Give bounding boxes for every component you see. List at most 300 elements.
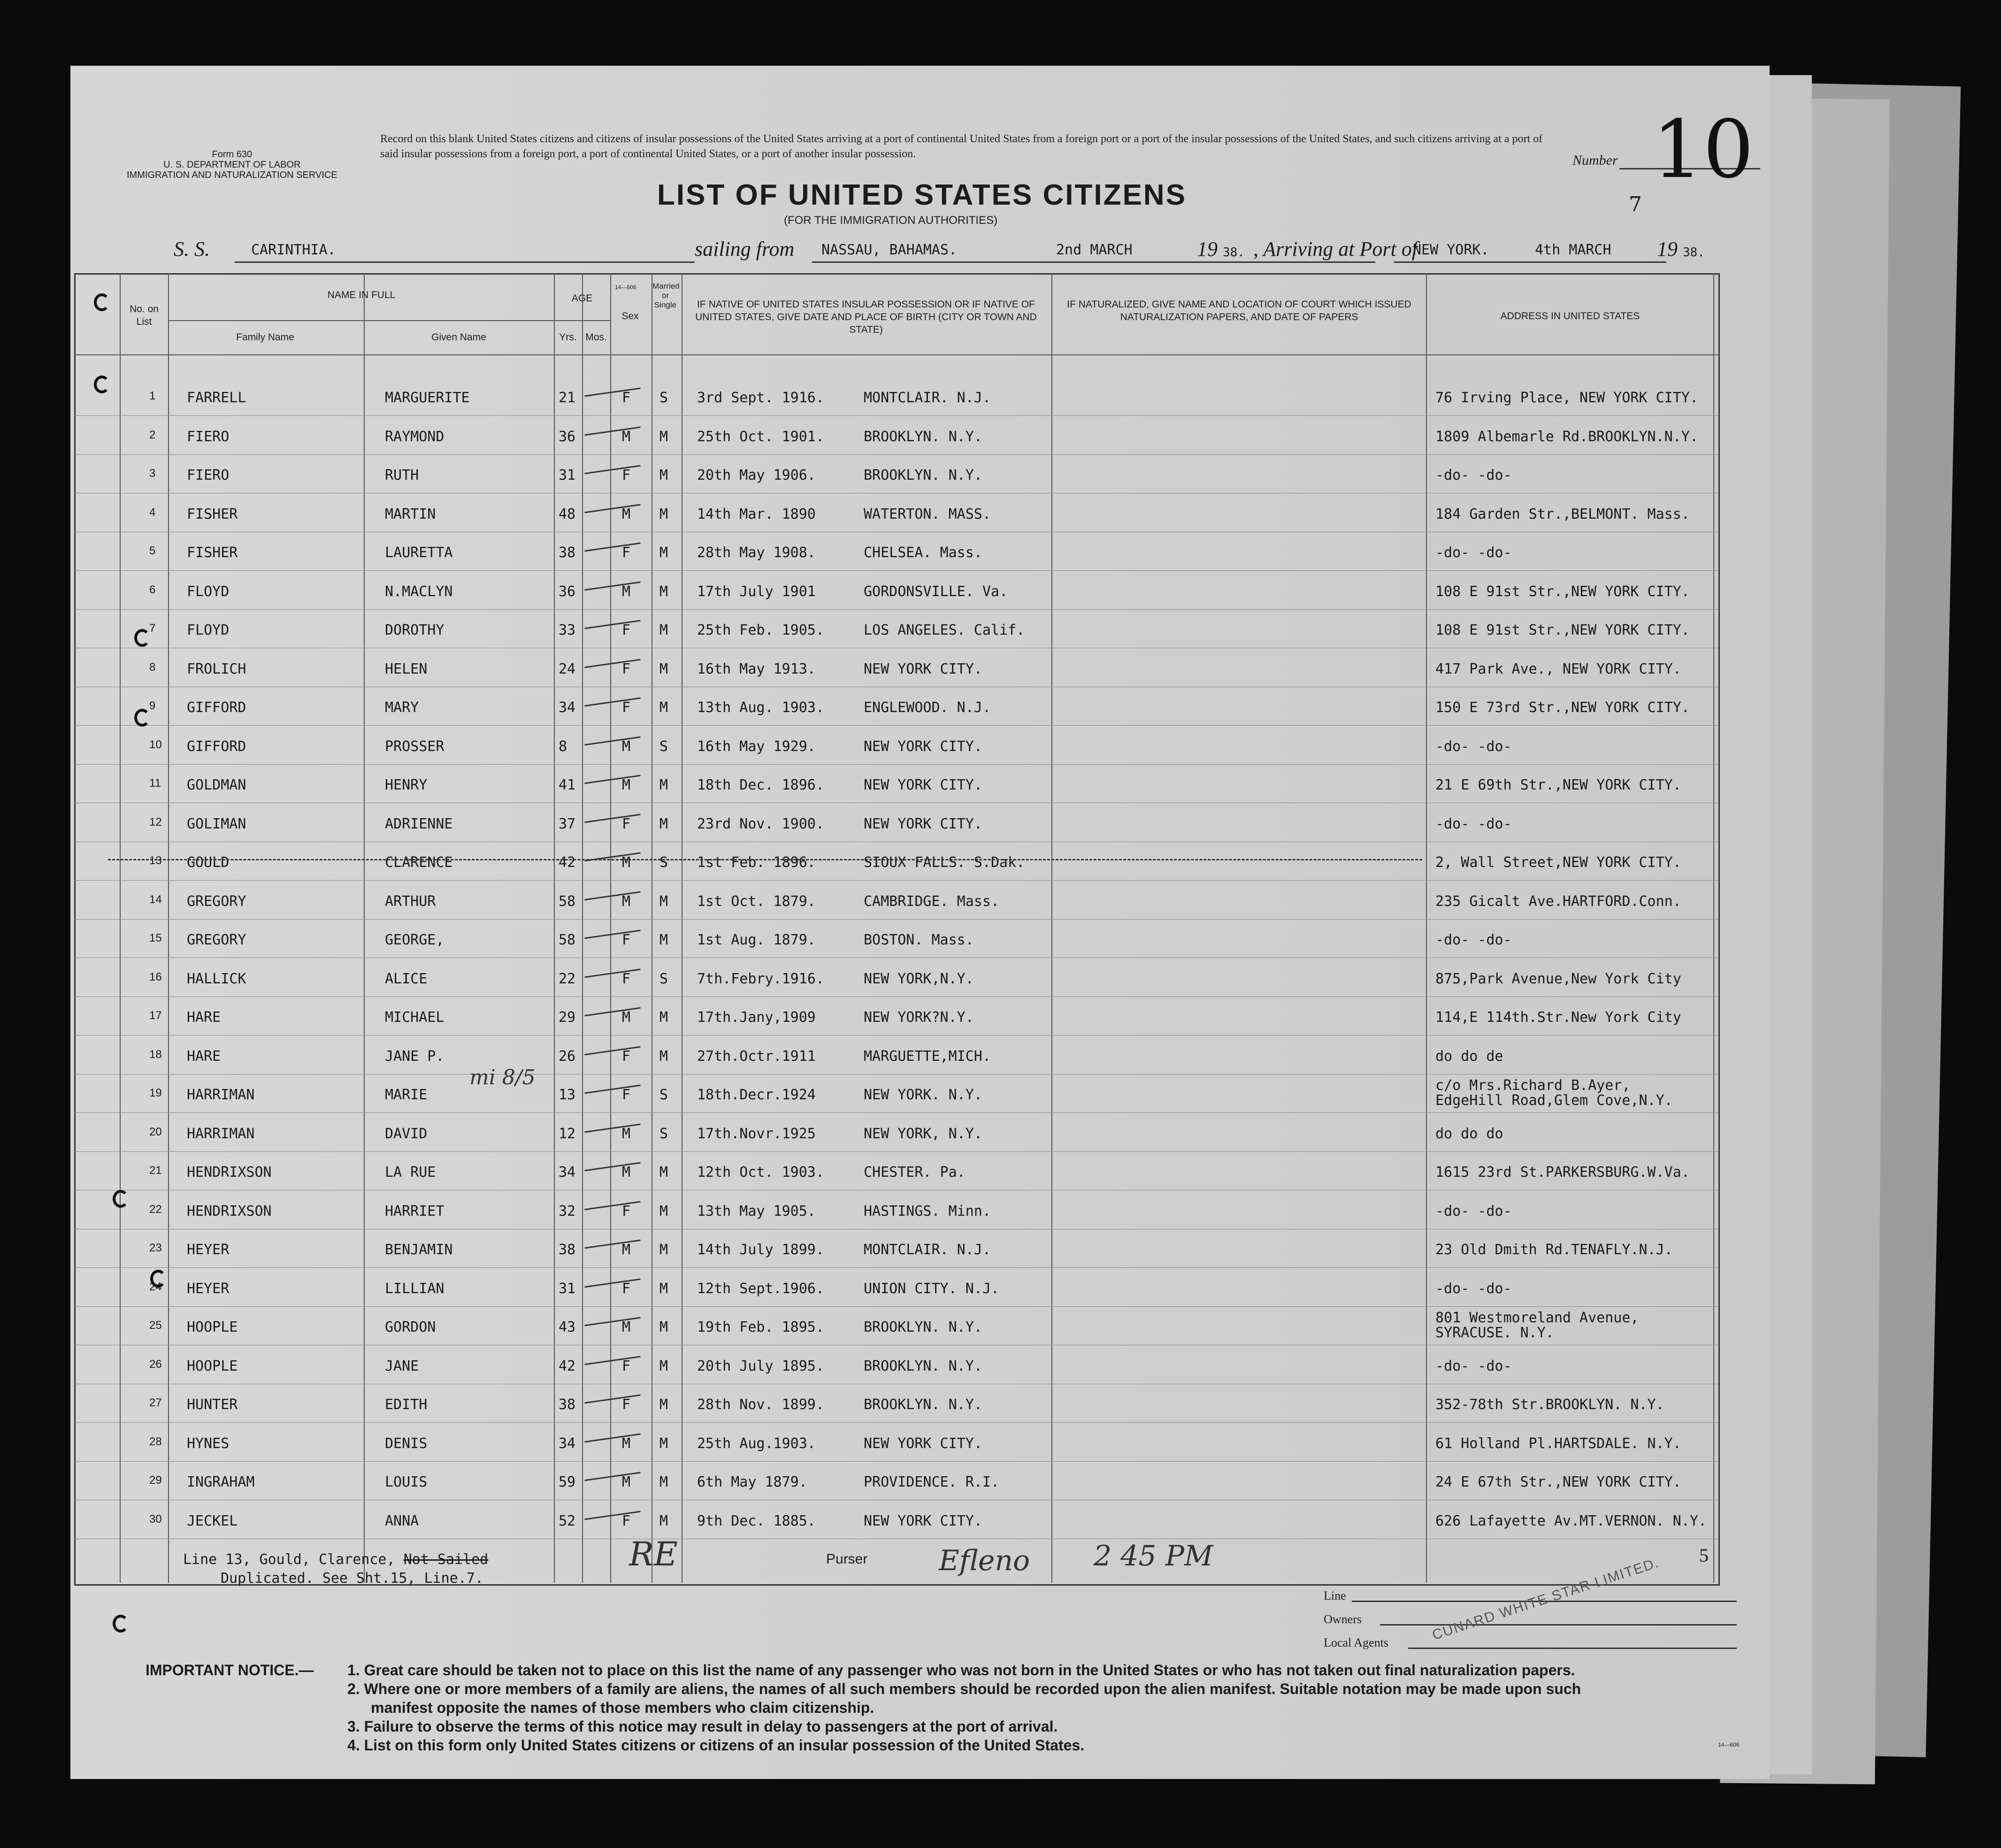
family-name: HUNTER: [187, 1396, 238, 1413]
sex: F: [622, 1280, 631, 1297]
family-name: HOOPLE: [187, 1357, 238, 1374]
form-number: Form 630: [212, 149, 253, 160]
column-rule: [582, 273, 583, 1583]
given-name: DOROTHY: [385, 622, 445, 638]
marital-status: M: [659, 815, 668, 832]
address: do do de: [1435, 1048, 1503, 1065]
sex: F: [622, 622, 631, 638]
age-years: 34: [559, 699, 576, 716]
address: 184 Garden Str.,BELMONT. Mass.: [1435, 506, 1690, 522]
punch-hole: [94, 376, 110, 393]
row-rule: [74, 1151, 1718, 1152]
row-rule: [74, 1267, 1718, 1268]
punch-hole: [113, 1615, 129, 1633]
given-name: MICHAEL: [385, 1009, 445, 1026]
given-name: JANE P.: [385, 1048, 445, 1065]
address: 24 E 67th Str.,NEW YORK CITY.: [1435, 1474, 1681, 1490]
footer-note-text: Line 13, Gould, Clarence,: [183, 1551, 395, 1568]
birth-place: BROOKLYN. N.Y.: [864, 1319, 982, 1335]
given-name: RAYMOND: [385, 428, 445, 445]
owners-fill: [1380, 1624, 1737, 1626]
address: 1809 Albemarle Rd.BROOKLYN.N.Y.: [1435, 428, 1698, 445]
row-rule: [74, 1112, 1718, 1113]
family-name: FLOYD: [187, 622, 230, 638]
header-name-in-full: NAME IN FULL: [327, 290, 396, 300]
row-number: 19: [149, 1087, 162, 1099]
sex: F: [622, 467, 631, 483]
column-rule: [168, 273, 169, 1583]
row-number: 26: [149, 1357, 162, 1371]
marital-status: M: [659, 777, 668, 793]
header-address: ADDRESS IN UNITED STATES: [1500, 311, 1640, 322]
sex: F: [622, 932, 631, 948]
address: 235 Gicalt Ave.HARTFORD.Conn.: [1435, 893, 1681, 910]
family-name: HARE: [187, 1048, 221, 1065]
owners-label: Owners: [1324, 1612, 1362, 1626]
birth-place: NEW YORK CITY.: [864, 1512, 982, 1529]
row-number: 22: [149, 1203, 162, 1216]
column-rule: [364, 273, 365, 1583]
sex: F: [622, 660, 631, 677]
age-years: 22: [559, 970, 576, 987]
birth-date: 25th Aug.1903.: [697, 1435, 816, 1452]
row-rule: [74, 1422, 1718, 1423]
given-name: CLARENCE: [385, 854, 453, 871]
given-name: BENJAMIN: [385, 1242, 453, 1258]
column-rule: [120, 273, 121, 1583]
birth-date: 18th.Decr.1924: [697, 1087, 816, 1103]
marital-status: M: [659, 622, 668, 638]
age-years: 31: [559, 467, 576, 483]
family-name: FLOYD: [187, 583, 230, 600]
age-years: 58: [559, 893, 576, 910]
row-number: 18: [149, 1048, 162, 1061]
address: 61 Holland Pl.HARTSDALE. N.Y.: [1435, 1435, 1681, 1452]
notice-item-2-cont: manifest opposite the names of those members who claim citizenship.: [371, 1699, 874, 1716]
row-rule: [74, 1306, 1718, 1307]
ss-label: S. S.: [174, 238, 210, 261]
marital-status: M: [659, 467, 668, 483]
row-number: 28: [149, 1435, 162, 1448]
service: IMMIGRATION AND NATURALIZATION SERVICE: [127, 170, 337, 180]
given-name: HENRY: [385, 777, 428, 793]
birth-date: 17th.Novr.1925: [697, 1125, 816, 1142]
age-years: 36: [559, 583, 576, 600]
print-code: 14—606: [615, 284, 636, 291]
birth-date: 6th May 1879.: [697, 1474, 807, 1490]
address: do do do: [1435, 1125, 1503, 1142]
family-name: HARE: [187, 1009, 221, 1026]
purser-label: Purser: [826, 1551, 868, 1567]
given-name: MARTIN: [385, 506, 436, 522]
row-number: 9: [149, 699, 156, 712]
address: -do- -do-: [1435, 738, 1512, 755]
family-name: GREGORY: [187, 932, 246, 948]
sex: F: [622, 1203, 631, 1219]
address: 801 Westmoreland Avenue,: [1435, 1310, 1639, 1326]
marital-status: M: [659, 1396, 668, 1413]
age-years: 38: [559, 1396, 576, 1413]
page-title: LIST OF UNITED STATES CITIZENS: [657, 179, 1187, 211]
birth-date: 1st Oct. 1879.: [697, 893, 816, 910]
given-name: LAURETTA: [385, 544, 453, 561]
marital-status: M: [659, 699, 668, 716]
family-name: HYNES: [187, 1435, 230, 1452]
row-number: 23: [149, 1242, 162, 1254]
notice-item-2: 2. Where one or more members of a family are aliens, the names of all such members should be recorded upon the alien manifest. Suitable notation may be made upon such: [347, 1680, 1581, 1697]
record-instructions: Record on this blank United States citizens and citizens of insular possessions of the United States arriving at a port of continental United States from a foreign port or a port of the insular possessions of the United States, and such citizens arriving at a port of said insular possessions from a foreign port, a port of continental United States, or a port of another insular possession.: [380, 133, 1543, 160]
marital-status: M: [659, 1242, 668, 1258]
row-number: 13: [149, 854, 162, 867]
row-number: 14: [149, 893, 162, 906]
sex: M: [622, 777, 631, 793]
row-number: 21: [149, 1164, 162, 1177]
form-identifier: [127, 149, 337, 180]
column-rule: [554, 273, 555, 1583]
age-years: 43: [559, 1319, 576, 1335]
birth-place: BROOKLYN. N.Y.: [864, 428, 982, 445]
birth-place: NEW YORK CITY.: [864, 660, 982, 677]
birth-place: LOS ANGELES. Calif.: [864, 622, 1025, 638]
given-name: GORDON: [385, 1319, 436, 1335]
given-name: DAVID: [385, 1125, 428, 1142]
given-name: DENIS: [385, 1435, 428, 1452]
birth-date: 25th Feb. 1905.: [697, 622, 824, 638]
sex: M: [622, 506, 631, 522]
birth-place: NEW YORK. N.Y.: [864, 1087, 982, 1103]
header-subrule: [168, 320, 610, 321]
sex: M: [622, 893, 631, 910]
address: 875,Park Avenue,New York City: [1435, 970, 1681, 987]
birth-place: CHESTER. Pa.: [864, 1164, 966, 1181]
address: 150 E 73rd Str.,NEW YORK CITY.: [1435, 699, 1690, 716]
right-margin-mark: 5: [1699, 1545, 1709, 1566]
birth-place: NEW YORK CITY.: [864, 777, 982, 793]
birth-date: 28th Nov. 1899.: [697, 1396, 824, 1413]
given-name: LA RUE: [385, 1164, 436, 1181]
given-name: GEORGE,: [385, 932, 445, 948]
given-name: LOUIS: [385, 1474, 428, 1490]
family-name: FARRELL: [187, 390, 246, 406]
port-from: NASSAU, BAHAMAS.: [821, 242, 957, 258]
birth-date: 28th May 1908.: [697, 544, 816, 561]
address: 2, Wall Street,NEW YORK CITY.: [1435, 854, 1681, 871]
agents-label: Local Agents: [1324, 1636, 1388, 1649]
sailing-from-label: sailing from: [695, 238, 795, 261]
row-rule: [74, 454, 1718, 455]
notice-item-4: 4. List on this form only United States citizens or citizens of an insular possession of the United States.: [347, 1737, 1085, 1754]
marital-status: M: [659, 1009, 668, 1026]
age-years: 48: [559, 506, 576, 522]
age-years: 59: [559, 1474, 576, 1490]
marital-status: S: [659, 1125, 668, 1142]
given-name: HARRIET: [385, 1203, 445, 1219]
age-years: 38: [559, 1242, 576, 1258]
print-code-bottom: 14—606: [1718, 1741, 1740, 1748]
marital-status: M: [659, 583, 668, 600]
birth-date: 1st Feb. 1896.: [697, 854, 816, 871]
header-no-on-list: No. on List: [130, 304, 159, 327]
marital-status: M: [659, 1512, 668, 1529]
age-years: 8: [559, 738, 567, 755]
sex: F: [622, 1396, 631, 1413]
line-label: Line: [1324, 1589, 1346, 1603]
birth-place: BROOKLYN. N.Y.: [864, 1396, 982, 1413]
birth-place: MONTCLAIR. N.J.: [864, 1242, 991, 1258]
birth-place: NEW YORK, N.Y.: [864, 1125, 982, 1142]
handwritten-time: 2 45 PM: [1094, 1540, 1213, 1572]
header-mos: Mos.: [585, 332, 607, 343]
punch-hole: [134, 709, 150, 727]
footer-note-line2: Duplicated. See Sht.15, Line.7.: [221, 1570, 483, 1587]
sex: M: [622, 428, 631, 445]
birth-date: 16th May 1929.: [697, 738, 816, 755]
family-name: GOULD: [187, 854, 230, 871]
age-years: 33: [559, 622, 576, 638]
family-name: FIERO: [187, 428, 230, 445]
given-name: MARY: [385, 699, 419, 716]
birth-date: 1st Aug. 1879.: [697, 932, 816, 948]
birth-place: HASTINGS. Minn.: [864, 1203, 991, 1219]
punch-hole: [134, 629, 150, 647]
marital-status: M: [659, 1203, 668, 1219]
age-years: 38: [559, 544, 576, 561]
address: 108 E 91st Str.,NEW YORK CITY.: [1435, 583, 1690, 600]
marital-status: M: [659, 660, 668, 677]
header-married-single: Married or Single: [652, 282, 680, 309]
row-number: 10: [149, 738, 162, 751]
family-name: HEYER: [187, 1242, 230, 1258]
year-suffix-1: 38.: [1223, 245, 1245, 260]
birth-place: WATERTON. MASS.: [864, 506, 991, 522]
birth-date: 12th Sept.1906.: [697, 1280, 824, 1297]
given-name: ALICE: [385, 970, 428, 987]
sex: M: [622, 1009, 631, 1026]
birth-date: 13th May 1905.: [697, 1203, 816, 1219]
sex: F: [622, 390, 631, 406]
age-years: 37: [559, 815, 576, 832]
sex: F: [622, 815, 631, 832]
notice-item-1: 1. Great care should be taken not to place on this list the name of any passenger who was not born in the United States or who has not taken out final naturalization papers.: [347, 1662, 1575, 1679]
birth-date: 17th.Jany,1909: [697, 1009, 816, 1026]
marital-status: M: [659, 428, 668, 445]
family-name: GOLIMAN: [187, 815, 246, 832]
family-name: GIFFORD: [187, 699, 246, 716]
marital-status: M: [659, 932, 668, 948]
punch-hole: [150, 1270, 166, 1288]
row-number: 29: [149, 1474, 162, 1487]
given-name: ADRIENNE: [385, 815, 453, 832]
given-name: N.MACLYN: [385, 583, 453, 600]
birth-date: 27th.Octr.1911: [697, 1048, 816, 1065]
birth-place: BROOKLYN. N.Y.: [864, 1357, 982, 1374]
row-number: 8: [149, 660, 156, 674]
address: 417 Park Ave., NEW YORK CITY.: [1435, 660, 1681, 677]
address: -do- -do-: [1435, 1203, 1512, 1219]
punch-hole: [94, 293, 110, 311]
given-name: RUTH: [385, 467, 419, 483]
year-prefix-2: 19: [1657, 238, 1678, 261]
birth-date: 3rd Sept. 1916.: [697, 390, 824, 406]
birth-place: UNION CITY. N.J.: [864, 1280, 999, 1297]
address-line-2: EdgeHill Road,Glem Cove,N.Y.: [1435, 1092, 1673, 1109]
ship-name: CARINTHIA.: [251, 242, 336, 258]
family-name: FIERO: [187, 467, 230, 483]
sex: F: [622, 970, 631, 987]
age-years: 26: [559, 1048, 576, 1065]
marital-status: S: [659, 854, 668, 871]
page-subtitle: (FOR THE IMMIGRATION AUTHORITIES): [784, 214, 998, 227]
sex: M: [622, 738, 631, 755]
row-rule: [74, 725, 1718, 726]
birth-date: 14th July 1899.: [697, 1242, 824, 1258]
family-name: FISHER: [187, 506, 238, 522]
birth-place: BROOKLYN. N.Y.: [864, 467, 982, 483]
sex: M: [622, 854, 631, 871]
header-yrs: Yrs.: [559, 332, 577, 343]
row-rule: [74, 570, 1718, 571]
birth-place: NEW YORK?N.Y.: [864, 1009, 974, 1026]
birth-place: NEW YORK,N.Y.: [864, 970, 974, 987]
header-rule: [74, 354, 1718, 355]
address: 21 E 69th Str.,NEW YORK CITY.: [1435, 777, 1681, 793]
birth-place: MARGUETTE,MICH.: [864, 1048, 991, 1065]
birth-date: 19th Feb. 1895.: [697, 1319, 824, 1335]
age-years: 42: [559, 1357, 576, 1374]
age-years: 29: [559, 1009, 576, 1026]
marital-status: M: [659, 1048, 668, 1065]
sex: F: [622, 1357, 631, 1374]
row-number: 25: [149, 1319, 162, 1332]
marital-status: S: [659, 390, 668, 406]
row-number: 15: [149, 932, 162, 944]
birth-place: ENGLEWOOD. N.J.: [864, 699, 991, 716]
marital-status: M: [659, 1435, 668, 1452]
age-years: 13: [559, 1087, 576, 1103]
row-number: 16: [149, 970, 162, 983]
age-years: 58: [559, 932, 576, 948]
marital-status: S: [659, 970, 668, 987]
row-number: 4: [149, 506, 156, 519]
row-number: 11: [149, 777, 161, 790]
family-name: HOOPLE: [187, 1319, 238, 1335]
header-age: AGE: [571, 293, 593, 304]
sex: M: [622, 583, 631, 600]
row-rule: [74, 609, 1718, 610]
given-name: PROSSER: [385, 738, 445, 755]
address: -do- -do-: [1435, 1280, 1512, 1297]
address: -do- -do-: [1435, 544, 1512, 561]
column-rule: [1426, 273, 1427, 1583]
marital-status: M: [659, 1474, 668, 1490]
family-name: HENDRIXSON: [187, 1203, 272, 1219]
year-suffix-2: 38.: [1683, 245, 1705, 260]
row-rule: [74, 1461, 1718, 1462]
birth-date: 25th Oct. 1901.: [697, 428, 824, 445]
birth-date: 9th Dec. 1885.: [697, 1512, 816, 1529]
header-given-name: Given Name: [431, 332, 486, 343]
address: 108 E 91st Str.,NEW YORK CITY.: [1435, 622, 1690, 638]
marital-status: M: [659, 506, 668, 522]
voyage-line: [174, 237, 1770, 291]
birth-place: NEW YORK CITY.: [864, 815, 982, 832]
family-name: GIFFORD: [187, 738, 246, 755]
address: -do- -do-: [1435, 1357, 1512, 1374]
row-number: 7: [149, 622, 156, 635]
sex: M: [622, 1474, 631, 1490]
given-name: MARGUERITE: [385, 390, 470, 406]
notice-item-3: 3. Failure to observe the terms of this notice may result in delay to passengers at the port of arrival.: [347, 1718, 1058, 1735]
birth-date: 23rd Nov. 1900.: [697, 815, 824, 832]
address: 76 Irving Place, NEW YORK CITY.: [1435, 390, 1698, 406]
row-number: 27: [149, 1396, 162, 1409]
year-prefix-1: 19: [1197, 238, 1218, 261]
family-name: FISHER: [187, 544, 238, 561]
given-name: ANNA: [385, 1512, 419, 1529]
agents-fill: [1408, 1648, 1737, 1649]
punch-hole: [113, 1190, 129, 1208]
birth-place: NEW YORK CITY.: [864, 738, 982, 755]
given-name: LILLIAN: [385, 1280, 445, 1297]
age-years: 32: [559, 1203, 576, 1219]
row-number: 12: [149, 815, 162, 828]
marital-status: M: [659, 1164, 668, 1181]
family-name: HALLICK: [187, 970, 246, 987]
sex: F: [622, 544, 631, 561]
footer-note-line1: [183, 1551, 488, 1568]
birth-place: PROVIDENCE. R.I.: [864, 1474, 999, 1490]
header-family-name: Family Name: [236, 332, 294, 343]
age-years: 21: [559, 390, 576, 406]
number-label: Number: [1572, 153, 1618, 168]
birth-date: 7th.Febry.1916.: [697, 970, 824, 987]
address: 352-78th Str.BROOKLYN. N.Y.: [1435, 1396, 1664, 1413]
footer-note-struck: Not Sailed: [403, 1551, 489, 1568]
given-name: HELEN: [385, 660, 428, 677]
birth-date: 17th July 1901: [697, 583, 816, 600]
sex: F: [622, 699, 631, 716]
department: U. S. DEPARTMENT OF LABOR: [163, 160, 301, 170]
family-name: JECKEL: [187, 1512, 238, 1529]
header-native: IF NATIVE OF UNITED STATES INSULAR POSSESSION OR IF NATIVE OF UNITED STATES, GIVE DATE AND PLACE OF BIRTH (CITY OR TOWN AND STATE): [695, 299, 1037, 335]
family-name: GOLDMAN: [187, 777, 246, 793]
birth-place: MONTCLAIR. N.J.: [864, 390, 991, 406]
birth-place: SIOUX FALLS. S.Dak.: [864, 854, 1025, 871]
date-from: 2nd MARCH: [1056, 242, 1133, 258]
row-rule: [74, 880, 1718, 881]
family-name: FROLICH: [187, 660, 246, 677]
given-name: MARIE: [385, 1087, 428, 1103]
marital-status: S: [659, 738, 668, 755]
sheet-number: 10: [1652, 103, 1754, 196]
birth-date: 16th May 1913.: [697, 660, 816, 677]
address: -do- -do-: [1435, 467, 1512, 483]
address: -do- -do-: [1435, 815, 1512, 832]
row-number: 30: [149, 1512, 162, 1526]
family-name: HARRIMAN: [187, 1125, 255, 1142]
sex: F: [622, 1512, 631, 1529]
address: 23 Old Dmith Rd.TENAFLY.N.J.: [1435, 1242, 1673, 1258]
family-name: HENDRIXSON: [187, 1164, 272, 1181]
date-to: 4th MARCH: [1535, 242, 1611, 258]
birth-date: 18th Dec. 1896.: [697, 777, 824, 793]
arriving-label: , Arriving at Port of: [1253, 238, 1418, 261]
birth-date: 20th May 1906.: [697, 467, 816, 483]
address: 1615 23rd St.PARKERSBURG.W.Va.: [1435, 1164, 1690, 1181]
age-years: 36: [559, 428, 576, 445]
address: -do- -do-: [1435, 932, 1512, 948]
birth-date: 13th Aug. 1903.: [697, 699, 824, 716]
